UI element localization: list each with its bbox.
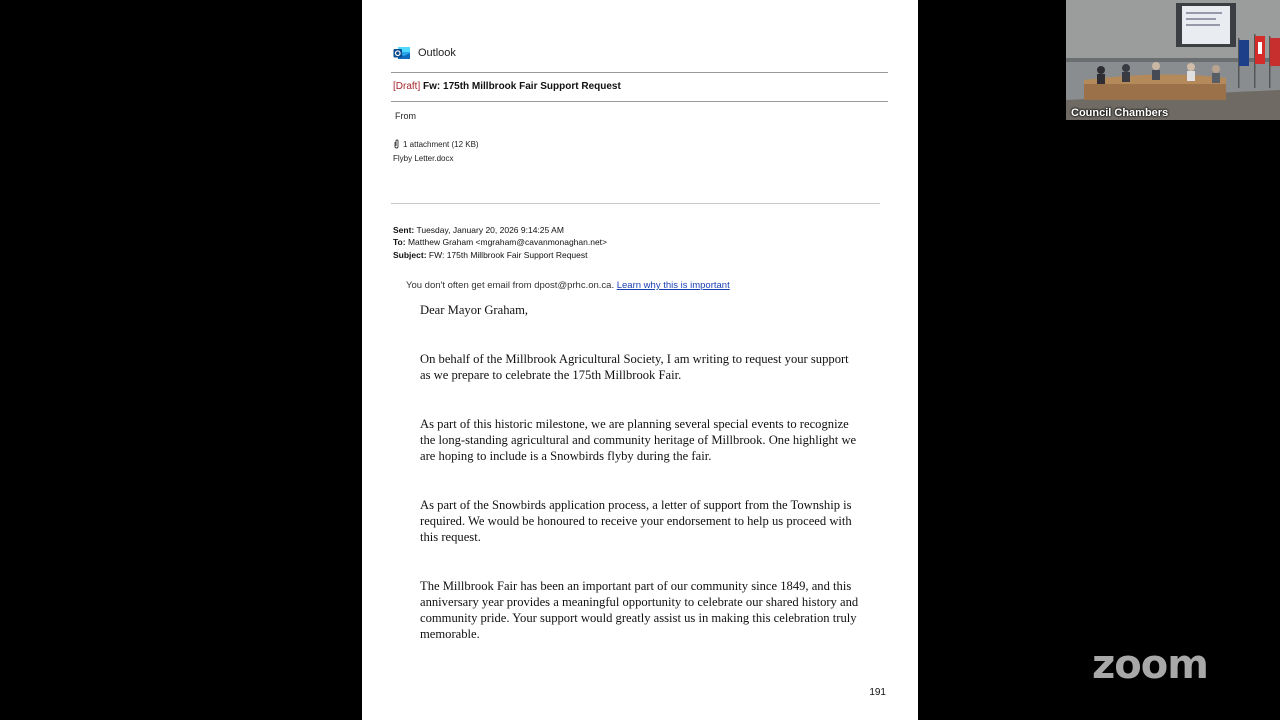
attachment-count: 1 attachment (12 KB)	[403, 139, 479, 149]
letter-paragraph: On behalf of the Millbrook Agricultural Society, I am writing to request your support as we prepare to celebrate the 175th Millbrook Fair.	[420, 352, 849, 382]
document-page	[362, 0, 918, 720]
outlook-header	[393, 44, 456, 62]
outlook-app-name: Outlook	[418, 47, 456, 59]
paperclip-icon	[393, 139, 400, 149]
draft-tag: [Draft]	[393, 81, 421, 92]
letter-body	[420, 302, 860, 675]
header-divider	[391, 72, 888, 73]
to-row	[393, 237, 607, 247]
page-number: 191	[869, 687, 886, 698]
letter-paragraph: As part of the Snowbirds application process, a letter of support from the Township is required. We would be honoured to receive your endorsement to help us proceed with this request.	[420, 498, 852, 544]
letter-paragraph: The Millbrook Fair has been an important part of our community since 1849, and this anniversary year provides a meaningful opportunity to celebrate our shared history and community pride. Your support would greatly assist us in making this celebration truly memorable.	[420, 579, 859, 641]
email-subject: Fw: 175th Millbrook Fair Support Request	[423, 81, 621, 92]
sent-label: Sent:	[393, 225, 415, 235]
subject-label: Subject:	[393, 250, 427, 260]
warning-text: You don't often get email from dpost@prhc.on.ca.	[406, 280, 615, 291]
letter-salutation: Dear Mayor Graham,	[420, 303, 529, 317]
participant-video-tile[interactable]	[1066, 0, 1280, 120]
outlook-logo-icon	[393, 45, 411, 61]
subject-divider	[391, 101, 888, 102]
to-value: Matthew Graham <mgraham@cavanmonaghan.net>	[407, 237, 608, 247]
attachment-name: Flyby Letter.docx	[393, 154, 454, 163]
council-chambers-video-feed	[1066, 0, 1280, 120]
video-tile-label: Council Chambers	[1071, 107, 1169, 119]
learn-why-link[interactable]: Learn why this is important	[616, 280, 730, 291]
attachment-divider	[391, 203, 880, 204]
attachment-info	[393, 139, 479, 149]
zoom-logo: zoom	[1092, 642, 1208, 688]
sent-value: Tuesday, January 20, 2026 9:14:25 AM	[416, 225, 564, 235]
sent-row	[393, 225, 564, 235]
letter-paragraph: As part of this historic milestone, we are planning several special events to recognize the long-standing agricultural and community heritage of Millbrook. One highlight we are hoping to include is a Snowbirds flyby during the fair.	[420, 417, 857, 463]
subject-row	[393, 250, 587, 260]
to-label: To:	[393, 237, 406, 247]
email-subject-line	[393, 81, 621, 92]
subject-value: FW: 175th Millbrook Fair Support Request	[428, 250, 588, 260]
external-sender-warning	[406, 280, 730, 291]
from-label: From	[395, 111, 416, 121]
